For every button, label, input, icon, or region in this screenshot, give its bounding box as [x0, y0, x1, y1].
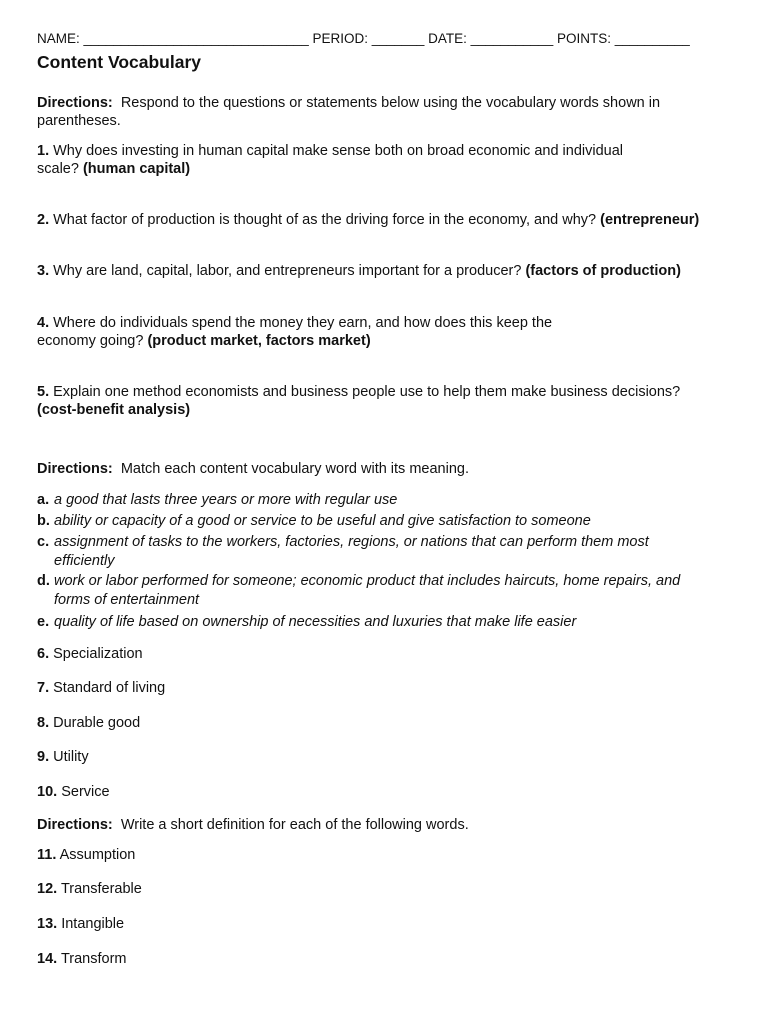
match-item-10: 10. Service [37, 784, 110, 800]
define-item-14: 14. Transform [37, 951, 127, 967]
question-2: 2. What factor of production is thought of as the driving force in the economy, and why? (entrepreneur) [37, 212, 700, 228]
directions-1 [37, 94, 732, 130]
define-item-13: 13. Intangible [37, 916, 125, 932]
definition-b: b. ability or capacity of a good or service to be useful and give satisfaction to someone [37, 513, 591, 529]
question-4: 4. Where do individuals spend the money they earn, and how does this keep the economy going? (product market, factors market) [37, 315, 553, 349]
date-field[interactable]: DATE: ___________ [428, 31, 554, 46]
definition-a: a. a good that lasts three years or more with regular use [37, 492, 398, 508]
directions-3 [37, 816, 732, 834]
definition-e: e. quality of life based on ownership of necessities and luxuries that make life easier [37, 614, 577, 630]
define-item-11: 11. Assumption [37, 847, 136, 863]
directions-label: Directions: [37, 817, 113, 833]
directions-text: Respond to the questions or statements below using the vocabulary words shown in parentheses. [37, 95, 661, 129]
directions-2 [37, 460, 732, 478]
vocab-term: (cost-benefit analysis) [37, 402, 191, 418]
define-item-12: 12. Transferable [37, 881, 142, 897]
header-line [37, 31, 690, 46]
directions-text: Write a short definition for each of the following words. [120, 817, 469, 833]
vocab-term: (entrepreneur) [600, 212, 700, 228]
question-5: 5. Explain one method economists and business people use to help them make business decisions? (cost-benefit analysis) [37, 384, 681, 418]
definition-d: d. work or labor performed for someone; economic product that includes haircuts, home repairs, and forms of entertainment [37, 573, 681, 608]
match-item-7: 7. Standard of living [37, 680, 166, 696]
question-1: 1. Why does investing in human capital make sense both on broad economic and individual scale? (human capital) [37, 143, 623, 177]
definition-c: c. assignment of tasks to the workers, factories, regions, or nations that can perform them most efficiently [37, 534, 649, 569]
vocab-term: (product market, factors market) [147, 333, 371, 349]
directions-label: Directions: [37, 95, 113, 111]
vocab-term: (factors of production) [525, 263, 681, 279]
vocab-term: (human capital) [82, 161, 191, 177]
directions-label: Directions: [37, 461, 113, 477]
match-item-8: 8. Durable good [37, 715, 141, 731]
match-item-9: 9. Utility [37, 749, 89, 765]
period-field[interactable]: PERIOD: _______ [312, 31, 425, 46]
match-item-6: 6. Specialization [37, 646, 143, 662]
directions-text: Match each content vocabulary word with its meaning. [120, 461, 469, 477]
name-field[interactable]: NAME: ______________________________ [37, 31, 309, 46]
points-field[interactable]: POINTS: __________ [556, 31, 690, 46]
question-3: 3. Why are land, capital, labor, and entrepreneurs important for a producer? (factors of production) [37, 263, 681, 279]
page-title: Content Vocabulary [37, 52, 202, 72]
